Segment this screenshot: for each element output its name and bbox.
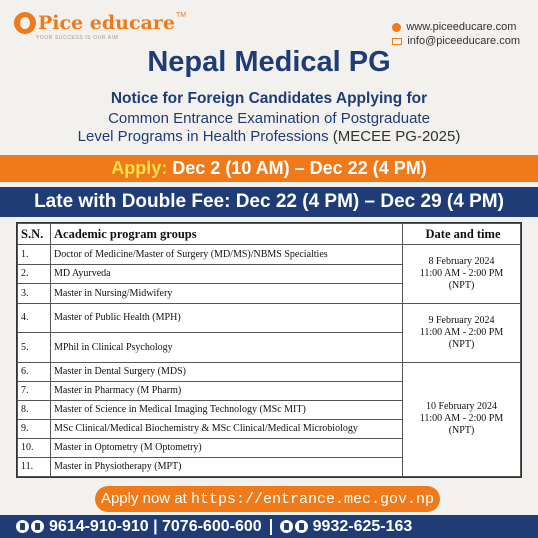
- apply-url-link[interactable]: https://entrance.mec.gov.np: [191, 491, 435, 508]
- footer-phone-bar: [0, 515, 538, 538]
- row-sn: 7.: [18, 381, 51, 400]
- row-program: Master in Optometry (M Optometry): [51, 438, 403, 457]
- row-sn: 11.: [18, 457, 51, 476]
- whatsapp-icon: [295, 520, 308, 533]
- logo-icon: [14, 12, 36, 34]
- row-program: MPhil in Clinical Psychology: [51, 333, 403, 362]
- row-program: Master in Physiotherapy (MPT): [51, 457, 403, 476]
- row-program: Master in Pharmacy (M Pharm): [51, 381, 403, 400]
- table-header-row: [18, 224, 521, 245]
- header-date: Date and time: [403, 224, 521, 245]
- schedule-time: 11:00 AM - 2:00 PM: [419, 413, 504, 425]
- row-program: MD Ayurveda: [51, 264, 403, 284]
- table-row: [18, 303, 521, 332]
- apply-now-label: Apply now at: [100, 490, 187, 507]
- schedule-zone: (NPT): [448, 338, 475, 350]
- row-sn: 8.: [18, 400, 51, 419]
- schedule-zone: (NPT): [448, 279, 475, 291]
- schedule-zone: (NPT): [448, 425, 475, 437]
- brand-tagline: YOUR SUCCESS IS OUR AIM: [36, 35, 119, 41]
- row-program: MSc Clinical/Medical Biochemistry & MSc Clinical/Medical Microbiology: [51, 419, 403, 438]
- mail-icon: [392, 38, 402, 45]
- schedule-time: 11:00 AM - 2:00 PM: [419, 326, 504, 338]
- row-sn: 3.: [18, 284, 51, 304]
- apply-banner: [0, 155, 538, 182]
- phone-number-secondary[interactable]: 9932-625-163: [312, 517, 413, 535]
- schedule-date: 9 February 2024: [428, 314, 495, 326]
- header-sn: S.N.: [18, 224, 51, 245]
- schedule-cell: [403, 362, 521, 476]
- email-link[interactable]: info@piceeducare.com: [407, 35, 520, 47]
- whatsapp-icon: [31, 520, 44, 533]
- row-program: Master in Dental Surgery (MDS): [51, 362, 403, 381]
- table-row: [18, 362, 521, 381]
- row-sn: 10.: [18, 438, 51, 457]
- row-sn: 6.: [18, 362, 51, 381]
- row-sn: 9.: [18, 419, 51, 438]
- row-sn: 2.: [18, 264, 51, 284]
- footer-divider: [270, 519, 272, 535]
- row-program: Master of Science in Medical Imaging Technology (MSc MIT): [51, 400, 403, 419]
- apply-label: Apply:: [111, 158, 168, 178]
- schedule-cell: [403, 245, 521, 304]
- exam-code: (MECEE PG-2025): [332, 128, 461, 145]
- schedule-date: 8 February 2024: [428, 255, 495, 267]
- exam-line-1: Common Entrance Examination of Postgraduate: [108, 110, 430, 127]
- page-title: Nepal Medical PG: [147, 46, 391, 78]
- row-sn: 1.: [18, 245, 51, 265]
- row-sn: 5.: [18, 333, 51, 362]
- brand-tm: TM: [175, 12, 187, 19]
- row-program: Master in Nursing/Midwifery: [51, 284, 403, 304]
- exam-line-2: Level Programs in Health Professions: [77, 128, 329, 145]
- header-program: Academic program groups: [51, 224, 403, 245]
- brand-logo[interactable]: [14, 12, 186, 34]
- apply-now-button[interactable]: [95, 486, 440, 512]
- program-table: [16, 222, 522, 478]
- globe-icon: [392, 23, 401, 32]
- brand-name: Pice educare: [38, 12, 175, 34]
- phone-icon: [280, 520, 293, 533]
- schedule-time: 11:00 AM - 2:00 PM: [419, 267, 504, 279]
- row-sn: 4.: [18, 303, 51, 332]
- row-program: Doctor of Medicine/Master of Surgery (MD/MS)/NBMS Specialties: [51, 245, 403, 265]
- phone-numbers-primary[interactable]: 9614-910-910 | 7076-600-600: [49, 517, 262, 535]
- website-link[interactable]: www.piceeducare.com: [406, 21, 517, 33]
- apply-dates: Dec 2 (10 AM) – Dec 22 (4 PM): [172, 158, 427, 178]
- table-row: [18, 245, 521, 265]
- schedule-cell: [403, 303, 521, 362]
- phone-icon: [16, 520, 29, 533]
- header: [0, 0, 538, 52]
- schedule-date: 10 February 2024: [425, 401, 498, 413]
- contact-block: [392, 20, 520, 48]
- row-program: Master of Public Health (MPH): [51, 303, 403, 332]
- exam-name: [0, 110, 538, 146]
- late-fee-banner: Late with Double Fee: Dec 22 (4 PM) – Dec 29 (4 PM): [0, 187, 538, 217]
- notice-subtitle: Notice for Foreign Candidates Applying for: [110, 90, 428, 107]
